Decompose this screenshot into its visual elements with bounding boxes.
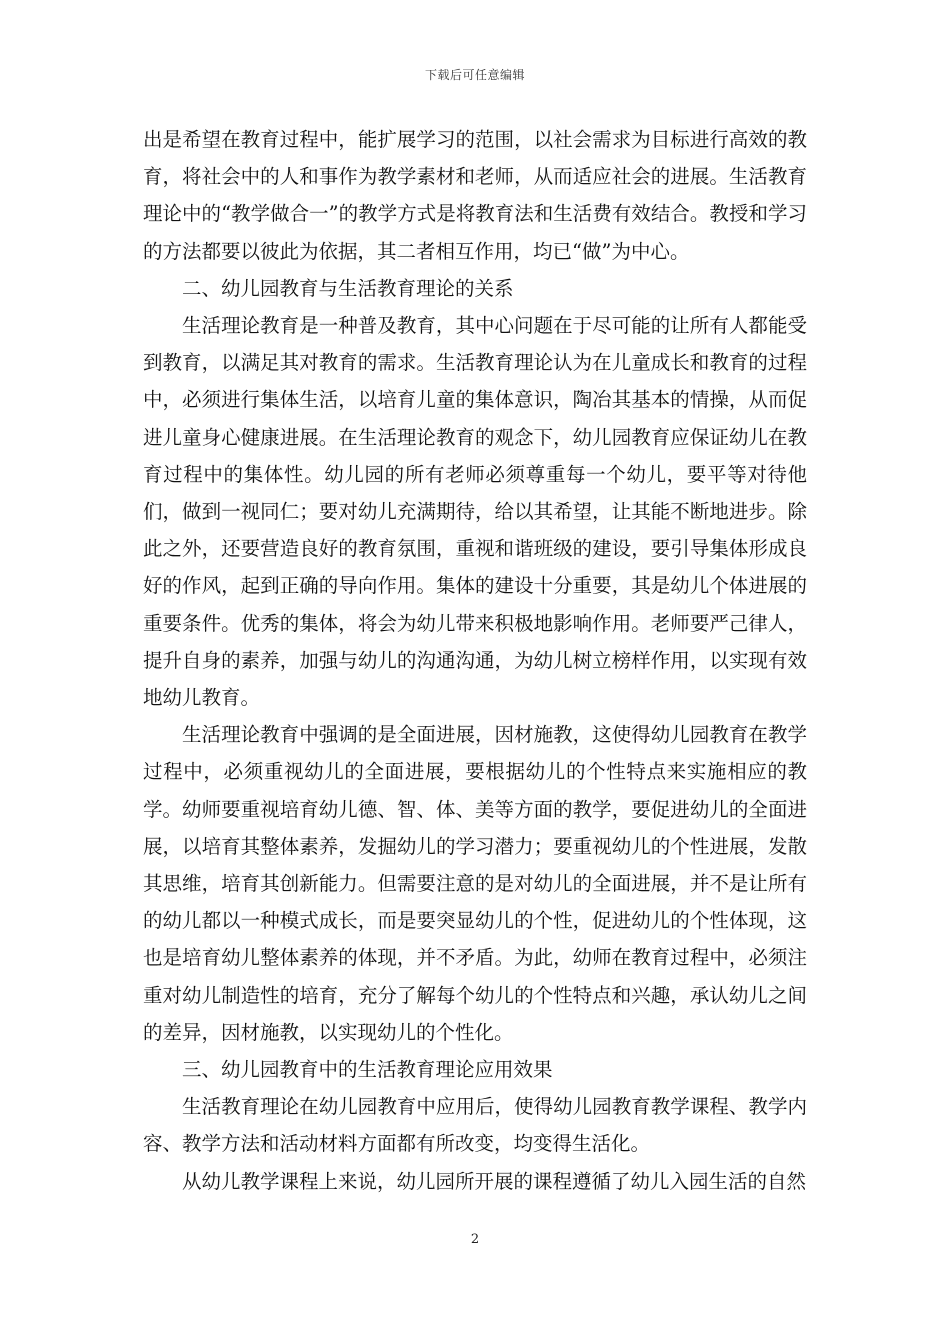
page-number: 2 <box>470 1232 480 1247</box>
paragraph-2: 生活理论教育是一种普及教育，其中心问题在于尽可能的让所有人都能受到教育，以满足其对教育的需求。生活教育理论认为在儿童成长和教育的过程中，必须进行集体生活，以培育儿童的集体意识，陶冶其基本的情操，从而促进儿童身心健康进展。在生活理论教育的观念下，幼儿园教育应保证幼儿在教育过程中的集体性。幼儿园的所有老师必须尊重每一个幼儿，要平等对待他们，做到一视同仁；要对幼儿充满期待，给以其希望，让其能不断地进步。除此之外，还要营造良好的教育氛围，重视和谐班级的建设，要引导集体形成良好的作风，起到正确的导向作用。集体的建设十分重要，其是幼儿个体进展的重要条件。优秀的集体，将会为幼儿带来积极地影响作用。老师要严己律人，提升自身的素养，加强与幼儿的沟通沟通，为幼儿树立榜样作用，以实现有效地幼儿教育。 <box>143 314 807 710</box>
document-body <box>143 121 807 1200</box>
section-heading-3: 三、幼儿园教育中的生活教育理论应用效果 <box>182 1058 553 1082</box>
paragraph-3: 生活理论教育中强调的是全面进展，因材施教，这使得幼儿园教育在教学过程中，必须重视幼儿的全面进展，要根据幼儿的个性特点来实施相应的教学。幼师要重视培育幼儿德、智、体、美等方面的教学，要促进幼儿的全面进展，以培育其整体素养，发掘幼儿的学习潜力；要重视幼儿的个性进展，发散其思维，培育其创新能力。但需要注意的是对幼儿的全面进展，并不是让所有的幼儿都以一种模式成长，而是要突显幼儿的个性，促进幼儿的个性体现，这也是培育幼儿整体素养的体现，并不矛盾。为此，幼师在教育过程中，必须注重对幼儿制造性的培育，充分了解每个幼儿的个性特点和兴趣，承认幼儿之间的差异，因材施教，以实现幼儿的个性化。 <box>143 723 807 1044</box>
paragraph-5: 从幼儿教学课程上来说，幼儿园所开展的课程遵循了幼儿入园生活的自然 <box>182 1169 807 1193</box>
page-header: 下载后可任意编辑 <box>424 68 525 82</box>
paragraph-4: 生活教育理论在幼儿园教育中应用后，使得幼儿园教育教学课程、教学内容、教学方法和活动材料方面都有所改变，均变得生活化。 <box>143 1095 807 1156</box>
paragraph-1: 出是希望在教育过程中，能扩展学习的范围，以社会需求为目标进行高效的教育，将社会中的人和事作为教学素材和老师，从而适应社会的进展。生活教育理论中的“教学做合一”的教学方式是将教育法和生活费有效结合。教授和学习的方法都要以彼此为依据，其二者相互作用，均已“做”为中心。 <box>143 128 807 263</box>
section-heading-2: 二、幼儿园教育与生活教育理论的关系 <box>182 276 514 300</box>
